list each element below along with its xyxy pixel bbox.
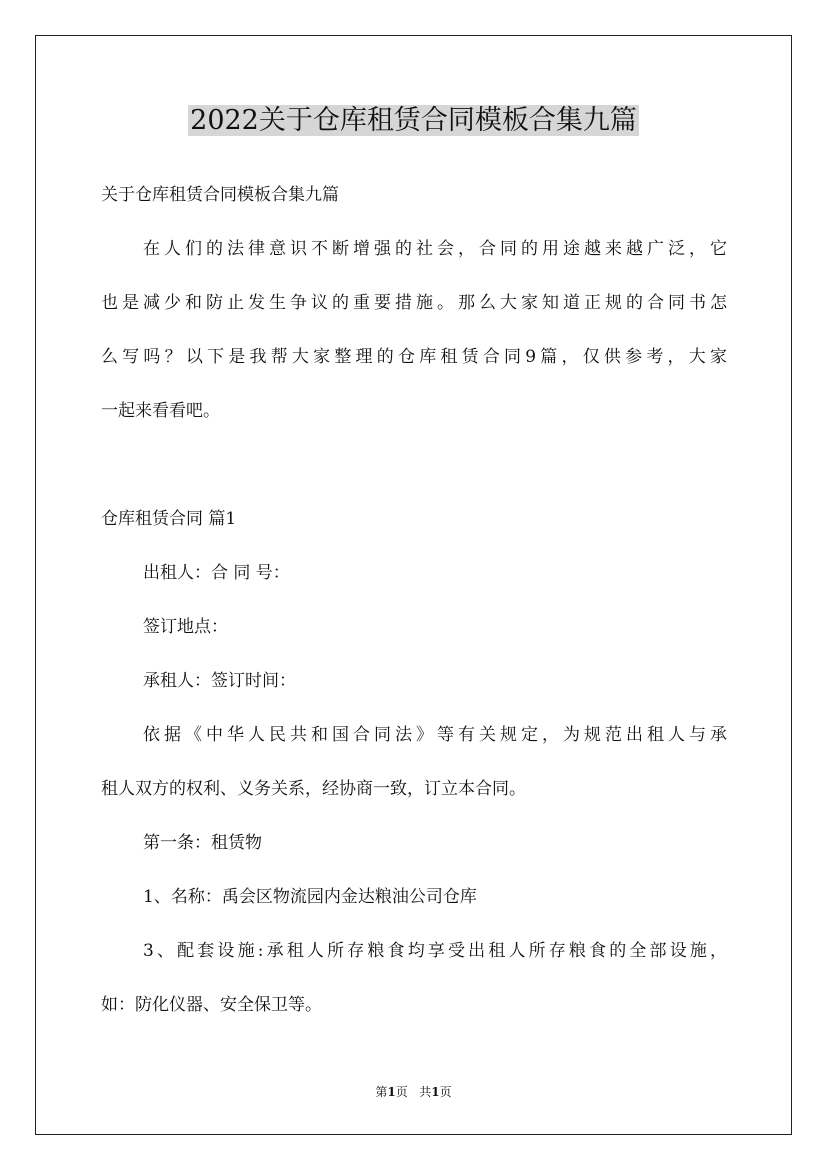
article-1-heading: 第一条：租赁物 (143, 833, 262, 853)
footer-page-total: 1 (431, 1085, 440, 1099)
document-title (0, 101, 827, 141)
footer-page-prefix: 第 (375, 1085, 388, 1099)
title-text: 2022关于仓库租赁合同模板合集九篇 (190, 105, 637, 136)
paragraph-gap (101, 438, 727, 492)
footer-page-suffix: 页 (439, 1085, 452, 1099)
document-body (101, 168, 727, 1032)
sign-place-field: 签订地点： (143, 617, 228, 637)
subtitle: 关于仓库租赁合同模板合集九篇 (101, 185, 339, 205)
item-3-line-1: 3、配套设施:承租人所存粮食均享受出租人所存粮食的全部设施， (143, 941, 727, 961)
item-1: 1、名称：禹会区物流园内金达粮油公司仓库 (143, 887, 477, 907)
intro-line-3: 么写吗？以下是我帮大家整理的仓库租赁合同9篇，仅供参考，大家 (101, 347, 727, 367)
footer-page-number: 1 (387, 1085, 396, 1099)
basis-line-2: 租人双方的权利、义务关系，经协商一致，订立本合同。 (101, 779, 526, 799)
intro-line-2: 也是减少和防止发生争议的重要措施。那么大家知道正规的合同书怎 (101, 293, 727, 313)
lessee-field: 承租人：签订时间： (143, 671, 296, 691)
section-heading: 仓库租赁合同 篇1 (101, 509, 237, 529)
lessor-field: 出租人：合 同 号： (143, 563, 290, 583)
basis-line-1: 依据《中华人民共和国合同法》等有关规定，为规范出租人与承 (143, 725, 727, 745)
page-footer (0, 1084, 827, 1100)
item-3-line-2: 如：防化仪器、安全保卫等。 (101, 995, 322, 1015)
footer-page-mid: 页 共 (395, 1085, 432, 1099)
intro-line-1: 在人们的法律意识不断增强的社会，合同的用途越来越广泛，它 (143, 239, 727, 259)
intro-line-4: 一起来看看吧。 (101, 401, 220, 421)
